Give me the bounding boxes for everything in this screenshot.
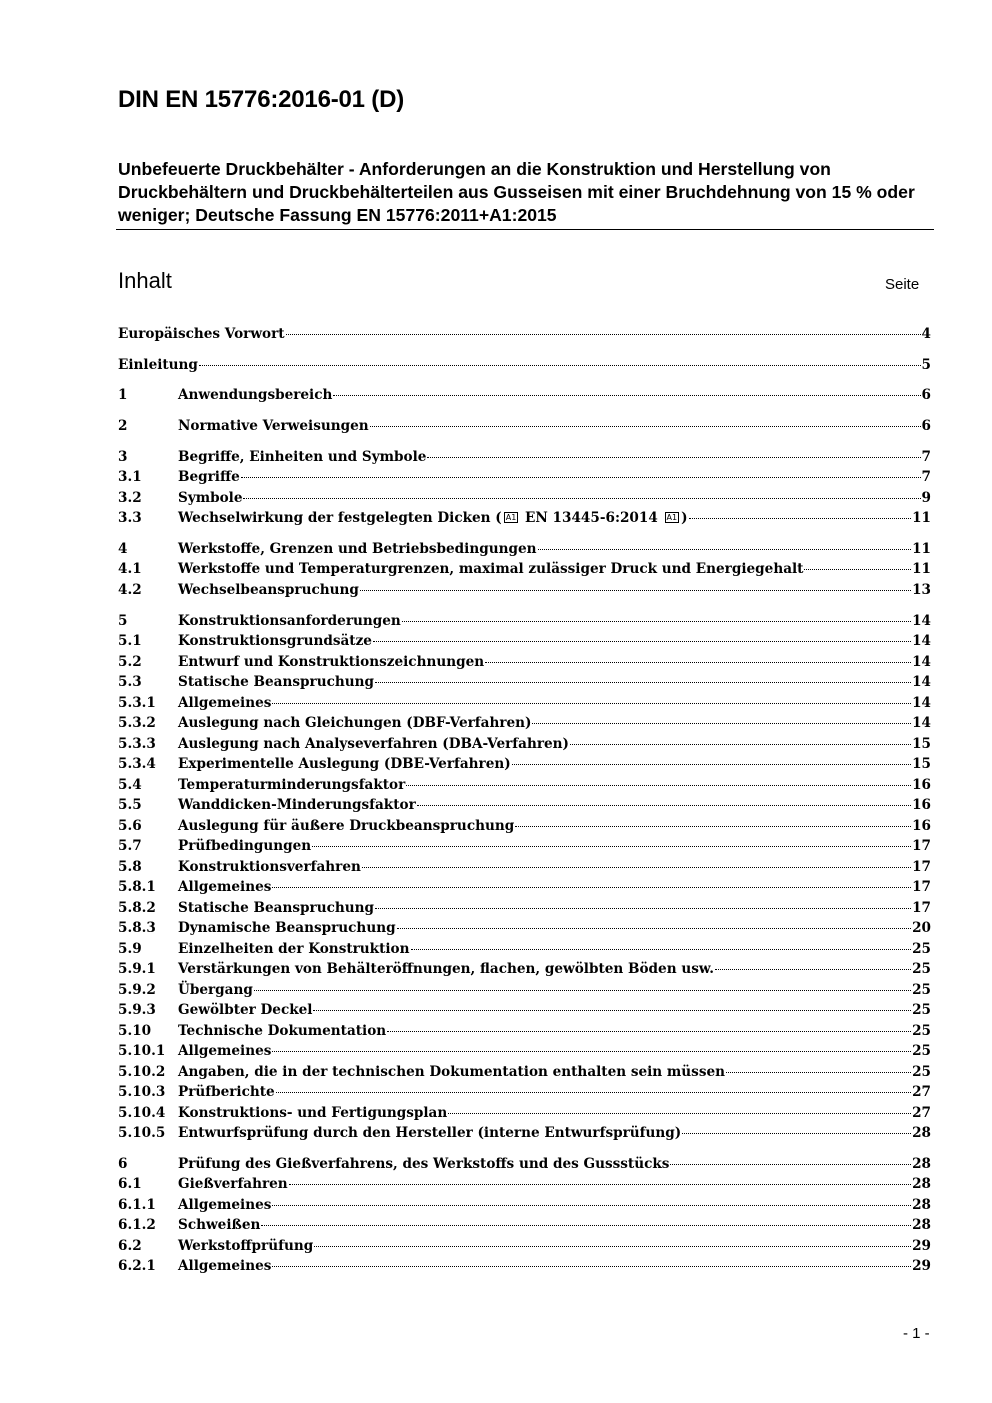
toc-entry-page: 11 — [912, 510, 931, 527]
toc-entry-number: 5 — [118, 612, 128, 629]
toc-entry-title: Angaben, die in der technischen Dokumentation enthalten sein müssen — [178, 1063, 726, 1080]
toc-entry-page: 11 — [912, 540, 931, 557]
toc-entry-title: Europäisches Vorwort — [118, 326, 285, 342]
toc-entry-page: 28 — [912, 1125, 931, 1142]
toc-entry[interactable] — [118, 713, 931, 734]
toc-entry-number: 5.5 — [118, 797, 142, 814]
dot-leader — [804, 569, 911, 570]
toc-entry-title: Konstruktionsgrundsätze — [178, 633, 372, 650]
dot-leader — [261, 1225, 911, 1226]
dot-leader — [411, 949, 912, 950]
toc-entry-number: 5.3 — [118, 674, 142, 691]
toc-entry[interactable] — [118, 385, 931, 406]
dot-leader — [373, 641, 911, 642]
toc-entry-number: 5.10.3 — [118, 1084, 166, 1101]
toc-heading: Inhalt — [118, 268, 172, 293]
toc-entry-page: 4 — [921, 326, 931, 342]
toc-entry[interactable] — [118, 898, 931, 919]
toc-entry-title: Entwurf und Konstruktionszeichnungen — [178, 653, 485, 670]
toc-entry-page: 16 — [912, 797, 931, 814]
toc-entry-page: 28 — [912, 1217, 931, 1234]
toc-entry-number: 2 — [118, 418, 128, 435]
dot-leader — [276, 1092, 911, 1093]
toc-entry-title: Entwurfsprüfung durch den Hersteller (interne Entwurfsprüfung) — [178, 1125, 682, 1142]
dot-leader — [448, 1113, 911, 1114]
dot-leader — [715, 969, 911, 970]
document-subtitle: Unbefeuerte Druckbehälter - Anforderungen an die Konstruktion und Herstellung von Druckbehältern und Druckbehälterteilen aus Gusseisen mit einer Bruchdehnung von 15 % oder weniger; Deutsche Fassung EN 15776:2011+A1:2015 — [118, 159, 915, 225]
dot-leader — [313, 1010, 911, 1011]
dot-leader — [512, 764, 911, 765]
dot-leader — [532, 723, 911, 724]
toc-entry-title-part: EN 13445-6:2014 — [520, 510, 663, 527]
toc-entry-title: Dynamische Beanspruchung — [178, 920, 396, 937]
toc-entry-page: 9 — [921, 489, 931, 506]
toc-entry-title: Gießverfahren — [178, 1176, 288, 1193]
toc-entry-number: 6.2.1 — [118, 1258, 156, 1275]
toc-entry-title: Begriffe — [178, 469, 240, 486]
dot-leader — [272, 1205, 911, 1206]
toc-entry-page: 27 — [912, 1104, 931, 1121]
toc-entry[interactable] — [118, 980, 931, 1001]
dot-leader — [360, 590, 911, 591]
toc-entry-number: 6.2 — [118, 1237, 142, 1254]
dot-leader — [375, 682, 911, 683]
toc-entry-page: 15 — [912, 756, 931, 773]
toc-entry-number: 4.1 — [118, 561, 142, 578]
toc-entry[interactable] — [118, 324, 931, 345]
toc-entry-number: 5.6 — [118, 817, 142, 834]
toc-entry-title: Auslegung nach Analyseverfahren (DBA-Verfahren) — [178, 735, 569, 752]
toc-entry[interactable] — [118, 1021, 931, 1042]
dot-leader — [289, 1184, 911, 1185]
toc-entry[interactable] — [118, 918, 931, 939]
toc-entry-number: 6 — [118, 1155, 128, 1172]
dot-leader — [402, 621, 911, 622]
toc-entry-title: Prüfberichte — [178, 1084, 275, 1101]
toc-entry[interactable] — [118, 857, 931, 878]
toc-entry-page: 25 — [912, 1002, 931, 1019]
toc-entry-number: 5.1 — [118, 633, 142, 650]
toc-entry-page: 7 — [921, 448, 931, 465]
toc-entry-page: 11 — [912, 561, 931, 578]
toc-entry-number: 6.1.2 — [118, 1217, 156, 1234]
toc-entry-title: Verstärkungen von Behälteröffnungen, flachen, gewölbten Böden usw. — [178, 961, 714, 978]
toc-entry-number: 3.2 — [118, 489, 142, 506]
dot-leader — [272, 1051, 911, 1052]
toc-entry-title: Experimentelle Auslegung (DBE-Verfahren) — [178, 756, 511, 773]
toc-entry[interactable] — [118, 559, 931, 580]
toc-entry-number: 5.7 — [118, 838, 142, 855]
dot-leader — [670, 1164, 911, 1165]
toc-entry[interactable] — [118, 734, 931, 755]
toc-entry-title-part: ) — [681, 510, 688, 527]
toc-entry-page: 28 — [912, 1155, 931, 1172]
toc-entry-number: 3 — [118, 448, 128, 465]
toc-entry[interactable] — [118, 754, 931, 775]
dot-leader — [370, 426, 921, 427]
toc-entry-page: 25 — [912, 981, 931, 998]
dot-leader — [199, 365, 921, 366]
toc-entry[interactable] — [118, 611, 931, 632]
toc-entry-number: 5.8 — [118, 858, 142, 875]
toc-entry-number: 5.9.3 — [118, 1002, 156, 1019]
toc-entry-title: Konstruktions- und Fertigungsplan — [178, 1104, 448, 1121]
toc-entry-number: 5.10 — [118, 1022, 152, 1039]
toc-entry[interactable] — [118, 355, 931, 376]
toc-entry-page: 29 — [912, 1237, 931, 1254]
toc-entry-title: Übergang — [178, 981, 253, 998]
toc-entry-title: Prüfbedingungen — [178, 838, 312, 855]
dot-leader — [272, 703, 911, 704]
toc-entry[interactable] — [118, 816, 931, 837]
dot-leader — [689, 518, 912, 519]
toc-entry-number: 6.1.1 — [118, 1196, 156, 1213]
toc-entry[interactable] — [118, 693, 931, 714]
toc-entry[interactable] — [118, 1236, 931, 1257]
toc-entry[interactable] — [118, 1062, 931, 1083]
toc-entry-title: Allgemeines — [178, 1258, 272, 1275]
toc-entry-title — [178, 508, 688, 529]
toc-entry-page: 20 — [912, 920, 931, 937]
dot-leader — [375, 908, 911, 909]
toc-entry-title: Statische Beanspruchung — [178, 674, 375, 691]
toc-entry-number: 5.9 — [118, 940, 142, 957]
toc-entry[interactable] — [118, 877, 931, 898]
toc-entry-page: 13 — [912, 581, 931, 598]
toc-entry-page: 25 — [912, 940, 931, 957]
toc-entry-page: 17 — [912, 899, 931, 916]
dot-leader — [538, 549, 912, 550]
toc-entry-number: 6.1 — [118, 1176, 142, 1193]
toc-entry[interactable] — [118, 939, 931, 960]
toc-entry-page: 28 — [912, 1176, 931, 1193]
toc-entry[interactable] — [118, 795, 931, 816]
toc-entry-number: 3.1 — [118, 469, 142, 486]
toc-entry-page: 25 — [912, 1063, 931, 1080]
toc-entry-title: Temperaturminderungsfaktor — [178, 776, 406, 793]
toc-entry-title: Gewölbter Deckel — [178, 1002, 313, 1019]
toc-entry-page: 7 — [921, 469, 931, 486]
dot-leader — [485, 662, 911, 663]
toc-entry-title-part: Wechselwirkung der festgelegten Dicken ( — [178, 510, 502, 527]
dot-leader — [515, 826, 911, 827]
toc-entry[interactable] — [118, 1000, 931, 1021]
toc-entry-title: Schweißen — [178, 1217, 261, 1234]
toc-entry-number: 4 — [118, 540, 128, 557]
toc-entry-title: Konstruktionsanforderungen — [178, 612, 401, 629]
dot-leader — [427, 457, 920, 458]
dot-leader — [272, 887, 911, 888]
toc-entry-number: 5.3.1 — [118, 694, 156, 711]
toc-entry-number: 5.10.1 — [118, 1043, 166, 1060]
toc-entry[interactable] — [118, 1256, 931, 1277]
toc-entry-title: Anwendungsbereich — [178, 387, 333, 404]
dot-leader — [570, 744, 911, 745]
toc-entry-page: 14 — [912, 694, 931, 711]
toc-entry-page: 27 — [912, 1084, 931, 1101]
toc-entry-number: 5.9.1 — [118, 961, 156, 978]
toc-entry-page: 17 — [912, 838, 931, 855]
toc-entry-page: 6 — [921, 387, 931, 404]
toc-entry[interactable] — [118, 508, 931, 529]
dot-leader — [254, 990, 911, 991]
toc-entry-page: 25 — [912, 961, 931, 978]
dot-leader — [333, 395, 920, 396]
toc-entry-page: 14 — [912, 653, 931, 670]
toc-entry-page: 16 — [912, 817, 931, 834]
toc-entry[interactable] — [118, 1174, 931, 1195]
toc-entry[interactable] — [118, 652, 931, 673]
toc-entry-title: Symbole — [178, 489, 243, 506]
toc-entry-title: Allgemeines — [178, 1196, 272, 1213]
dot-leader — [312, 846, 911, 847]
dot-leader — [726, 1072, 911, 1073]
dot-leader — [272, 1266, 911, 1267]
toc-entry[interactable] — [118, 631, 931, 652]
dot-leader — [241, 477, 921, 478]
page-column-label: Seite — [885, 276, 920, 293]
toc-entry[interactable] — [118, 539, 931, 560]
toc-entry-title: Wechselbeanspruchung — [178, 581, 359, 598]
toc-entry-number: 5.8.3 — [118, 920, 156, 937]
toc-entry-number: 3.3 — [118, 510, 142, 527]
toc-entry-title: Prüfung des Gießverfahrens, des Werkstoffs und des Gussstücks — [178, 1155, 670, 1172]
toc-entry-title: Allgemeines — [178, 879, 272, 896]
toc-entry-title: Wanddicken-Minderungsfaktor — [178, 797, 416, 814]
toc-entry-title: Allgemeines — [178, 1043, 272, 1060]
toc-entry[interactable] — [118, 672, 931, 693]
toc-entry[interactable] — [118, 580, 931, 601]
dot-leader — [417, 805, 911, 806]
toc-entry[interactable] — [118, 1154, 931, 1175]
toc-entry-number: 5.3.3 — [118, 735, 156, 752]
toc-entry-number: 5.4 — [118, 776, 142, 793]
toc-entry-title: Statische Beanspruchung — [178, 899, 375, 916]
toc-entry[interactable] — [118, 836, 931, 857]
toc-entry-title: Begriffe, Einheiten und Symbole — [178, 448, 427, 465]
toc-entry-number: 1 — [118, 387, 128, 404]
toc-entry-page: 5 — [921, 356, 931, 373]
toc-entry-page: 25 — [912, 1043, 931, 1060]
toc-entry-page: 14 — [912, 674, 931, 691]
toc-entry-page: 16 — [912, 776, 931, 793]
toc-entry-number: 5.10.4 — [118, 1104, 166, 1121]
toc-entry-number: 5.10.2 — [118, 1063, 166, 1080]
amendment-start-marker-icon: A1 — [505, 513, 517, 523]
amendment-end-marker-icon: A1 — [666, 513, 678, 523]
toc-entry-page: 28 — [912, 1196, 931, 1213]
toc-entry-title: Normative Verweisungen — [178, 418, 369, 435]
toc-entry-number: 5.3.2 — [118, 715, 156, 732]
toc-entry-title: Auslegung für äußere Druckbeanspruchung — [178, 817, 515, 834]
toc-entry[interactable] — [118, 467, 931, 488]
toc-entry[interactable] — [118, 1215, 931, 1236]
toc-entry-page: 6 — [921, 418, 931, 435]
toc-entry[interactable] — [118, 1195, 931, 1216]
toc-entry[interactable] — [118, 416, 931, 437]
toc-entry-title: Werkstoffprüfung — [178, 1237, 314, 1254]
toc-entry[interactable] — [118, 775, 931, 796]
toc-entry-page: 14 — [912, 612, 931, 629]
toc-entry-title: Werkstoffe und Temperaturgrenzen, maximal zulässiger Druck und Energiegehalt — [178, 561, 804, 578]
toc-entry-title: Werkstoffe, Grenzen und Betriebsbedingungen — [178, 540, 537, 557]
toc-entry-page: 25 — [912, 1022, 931, 1039]
toc-entry-page: 14 — [912, 715, 931, 732]
dot-leader — [362, 867, 911, 868]
toc-entry-title: Allgemeines — [178, 694, 272, 711]
toc-entry[interactable] — [118, 1123, 931, 1144]
toc-entry-title: Einzelheiten der Konstruktion — [178, 940, 410, 957]
toc-entry[interactable] — [118, 959, 931, 980]
toc-entry[interactable] — [118, 1041, 931, 1062]
toc-entry-number: 5.10.5 — [118, 1125, 166, 1142]
toc-entry-page: 17 — [912, 858, 931, 875]
header-divider — [116, 229, 934, 230]
toc-entry[interactable] — [118, 488, 931, 509]
toc-entry-page: 15 — [912, 735, 931, 752]
dot-leader — [387, 1031, 911, 1032]
toc-entry-number: 5.9.2 — [118, 981, 156, 998]
toc-entry-page: 29 — [912, 1258, 931, 1275]
toc-entry-number: 5.3.4 — [118, 756, 156, 773]
toc-entry-title: Einleitung — [118, 356, 198, 373]
toc-entry[interactable] — [118, 1103, 931, 1124]
toc-entry-number: 5.8.1 — [118, 879, 156, 896]
dot-leader — [397, 928, 911, 929]
toc-entry-number: 5.8.2 — [118, 899, 156, 916]
toc-entry[interactable] — [118, 1082, 931, 1103]
dot-leader — [243, 498, 920, 499]
toc-entry-number: 5.2 — [118, 653, 142, 670]
toc-entry-page: 17 — [912, 879, 931, 896]
table-of-contents — [118, 324, 931, 1277]
page-number: - 1 - — [903, 1325, 930, 1342]
dot-leader — [286, 334, 921, 335]
toc-entry-number: 4.2 — [118, 581, 142, 598]
dot-leader — [406, 785, 911, 786]
toc-entry-title: Konstruktionsverfahren — [178, 858, 361, 875]
dot-leader — [682, 1133, 911, 1134]
toc-entry-title: Technische Dokumentation — [178, 1022, 387, 1039]
toc-entry-page: 14 — [912, 633, 931, 650]
toc-entry-title: Auslegung nach Gleichungen (DBF-Verfahren) — [178, 715, 532, 732]
toc-entry[interactable] — [118, 447, 931, 468]
document-title: DIN EN 15776:2016-01 (D) — [118, 86, 405, 113]
dot-leader — [314, 1246, 911, 1247]
